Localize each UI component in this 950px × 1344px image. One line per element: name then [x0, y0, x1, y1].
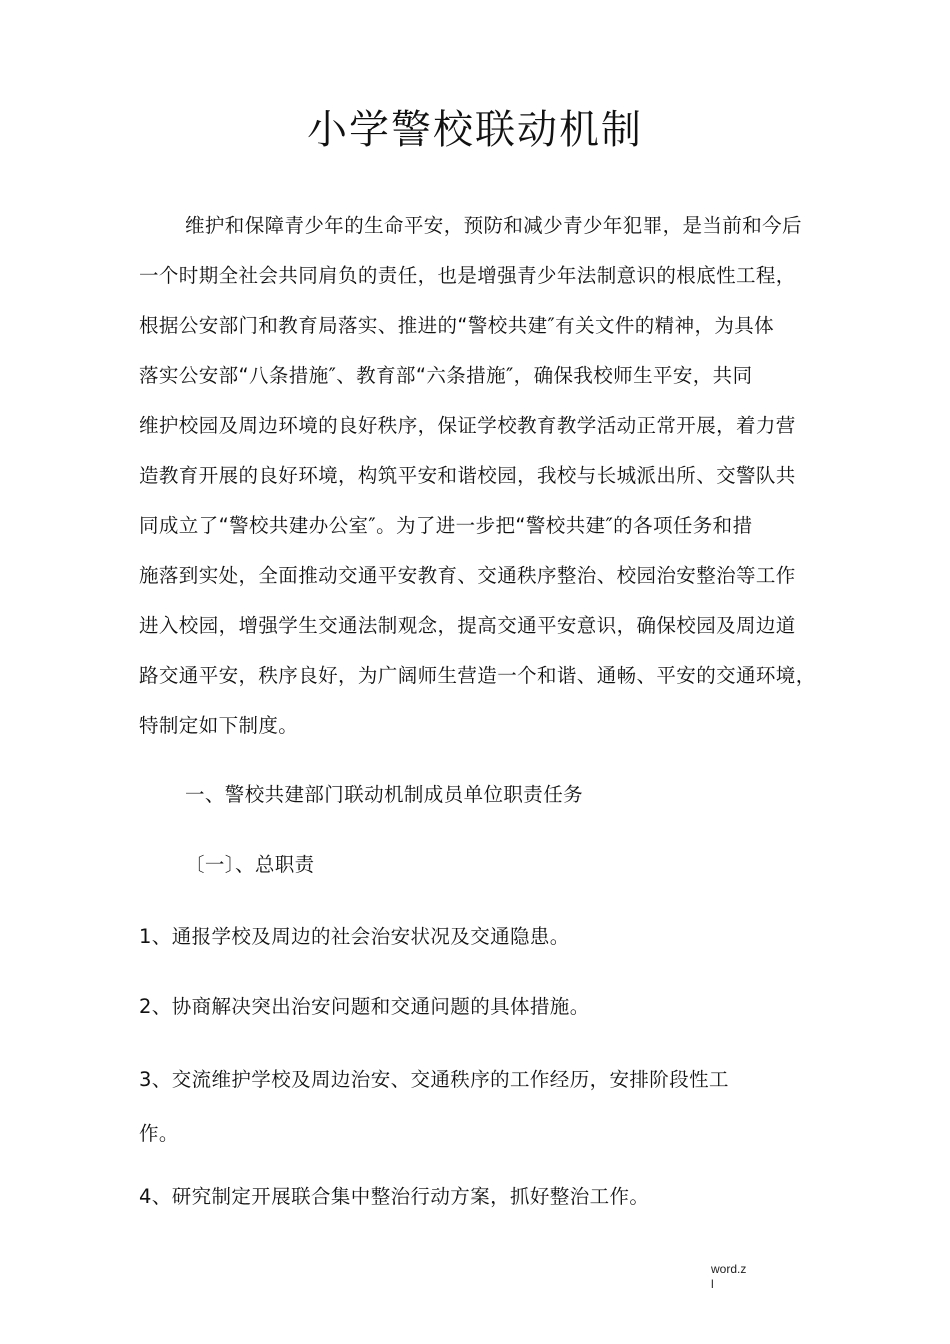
intro-line: 特制定如下制度。: [139, 714, 299, 737]
document-title: 小学警校联动机制: [307, 107, 643, 153]
subsection-heading: 〔一〕、总职责: [185, 853, 315, 876]
list-item: 1、通报学校及周边的社会治安状况及交通隐患。: [139, 925, 570, 948]
intro-line: 同成立了“警校共建办公室″。为了进一步把“警校共建″的各项任务和措: [139, 514, 753, 537]
intro-line: 维护校园及周边环境的良好秩序，保证学校教育教学活动正常开展，着力营: [139, 414, 796, 437]
intro-line: 维护和保障青少年的生命平安，预防和减少青少年犯罪，是当前和今后: [185, 214, 802, 237]
intro-line: 路交通平安，秩序良好，为广阔师生营造一个和谐、通畅、平安的交通环境，: [139, 664, 816, 687]
intro-line: 施落到实处，全面推动交通平安教育、交通秩序整治、校园治安整治等工作: [139, 564, 796, 587]
intro-line: 一个时期全社会共同肩负的责任，也是增强青少年法制意识的根底性工程，: [139, 264, 796, 287]
page-footer: [711, 1262, 746, 1292]
list-item: 4、研究制定开展联合集中整治行动方案，抓好整治工作。: [139, 1185, 650, 1208]
footer-line: word.z: [711, 1262, 747, 1276]
intro-line: 落实公安部“八条措施″、教育部“六条措施″，确保我校师生平安，共同: [139, 364, 753, 387]
intro-paragraph: [139, 204, 819, 754]
intro-line: 造教育开展的良好环境，构筑平安和谐校园，我校与长城派出所、交警队共: [139, 464, 796, 487]
list-item-continuation: 作。: [139, 1122, 179, 1145]
section-heading: 一、警校共建部门联动机制成员单位职责任务: [185, 783, 584, 806]
intro-line: 进入校园，增强学生交通法制观念，提高交通平安意识，确保校园及周边道: [139, 614, 796, 637]
list-item: 2、协商解决突出治安问题和交通问题的具体措施。: [139, 995, 590, 1018]
intro-line: 根据公安部门和教育局落实、推进的“警校共建″有关文件的精神，为具体: [139, 314, 775, 337]
footer-line: l: [711, 1277, 714, 1291]
list-item: 3、交流维护学校及周边治安、交通秩序的工作经历，安排阶段性工: [139, 1068, 729, 1091]
